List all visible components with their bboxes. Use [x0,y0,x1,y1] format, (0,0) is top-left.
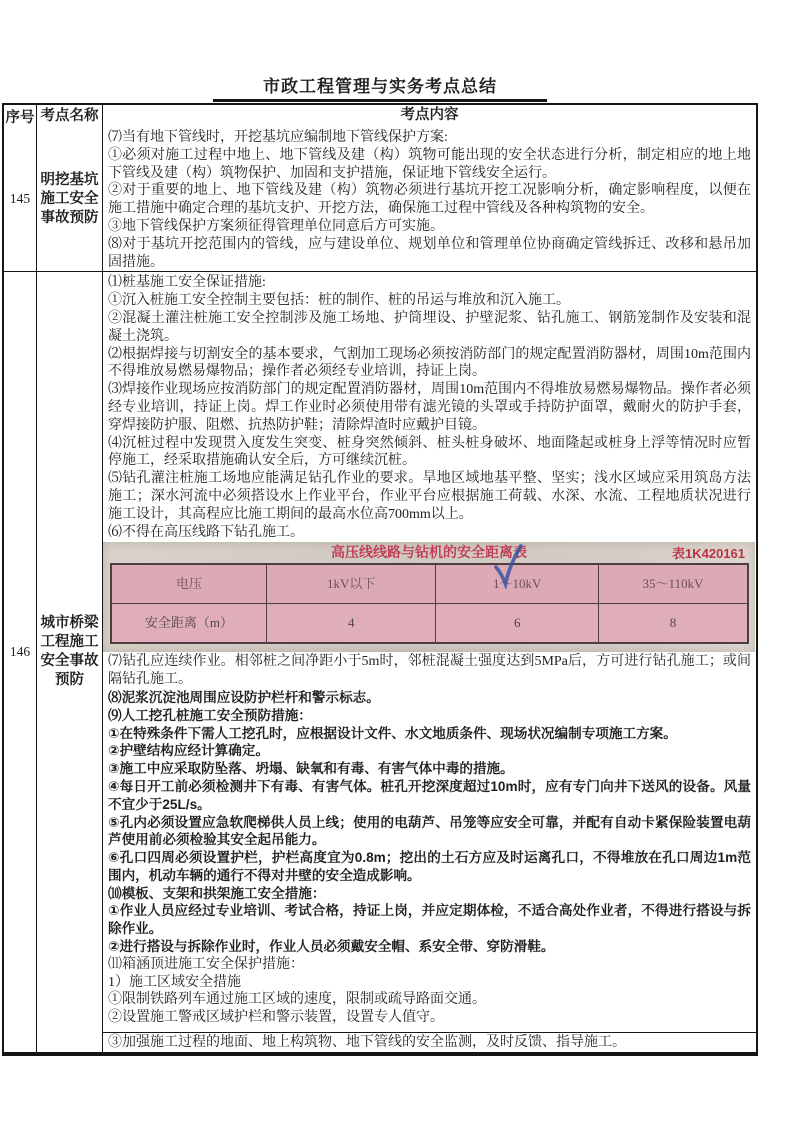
row-name-cell [37,1032,103,1052]
row-content-cell [103,127,756,271]
table-row [4,127,756,271]
content-paragraph: ⑥孔口四周必须设置护栏，护栏高度宜为0.8m；挖出的土石方应及时运离孔口，不得堆放在孔口周边1m范围内，机动车辆的通行不得对井壁的安全造成影响。 [108,850,751,883]
grid-header-1-10kv: 1～10kV [436,565,599,603]
blue-checkmark-icon [491,543,525,589]
content-paragraph: ⑶焊接作业现场应按消防部门的规定配置消防器材，周围10m范围内不得堆放易燃易爆物品。操作者必须经专业培训，持证上岗。焊工作业时必须使用带有滤光镜的头罩或手持防护面罩，戴耐火的防护手套，穿焊接防护服、阻燃、抗热防护鞋；清除焊渣时应戴护目镜。 [108,382,751,433]
distance-grid [110,563,749,644]
document-title [2,72,758,102]
content-paragraph: ⑸钻孔灌注桩施工场地应能满足钻孔作业的要求。旱地区域地基平整、坚实；浅水区域应采用筑岛方法施工；深水河流中必须搭设水上作业平台，作业平台应根据施工荷载、水深、水流、工程地质状况进行施工设计，其高程应比施工期间的最高水位高700mm以上。 [108,471,751,522]
content-paragraph: ①沉入桩施工安全控制主要包括：桩的制作、桩的吊运与堆放和沉入施工。 [108,293,570,309]
content-paragraph: ②混凝土灌注桩施工安全控制涉及施工场地、护筒埋设、护壁泥浆、钻孔施工、钢筋笼制作及安装和混凝土浇筑。 [108,310,751,344]
header-content: 考点内容 [400,107,459,124]
content-paragraph: ④每日开工前必须检测井下有毒、有害气体。桩孔开挖深度超过10m时，应有专门向井下送风的设备。风量不宜少于25L/s。 [108,778,751,812]
header-name: 考点名称 [37,105,103,127]
grid-header-voltage: 电压 [112,565,267,603]
row-content-cell [103,1032,756,1052]
content-paragraph: ⑽模板、支架和拱架施工安全措施： [108,885,326,901]
content-paragraph: ①在特殊条件下需人工挖孔时，应根据设计文件、水文地质条件、现场状况编制专项施工方案。 [108,725,677,741]
content-paragraph: ⑾箱涵顶进施工安全保护措施： [108,956,304,972]
row-name-cell: 明挖基坑施工安全事故预防 [37,127,103,271]
photo-table-title: 高压线线路与钻机的安全距离表 [331,544,527,561]
keypoints-table [2,103,758,1056]
content-paragraph: ②对于重要的地上、地下管线及建（构）筑物必须进行基坑开挖工况影响分析，确定影响程度，以便在施工措施中确定合理的基坑支护、开挖方法，确保施工过程中管线及各种构筑物的安全。 [108,183,751,217]
photo-caption [103,544,755,563]
content-paragraph: 1）施工区域安全措施 [108,974,241,990]
embedded-photo-safety-distance-table [103,542,755,652]
distance-grid-header-row [112,565,747,604]
grid-cell-6: 6 [436,604,599,642]
row-index-cell [4,1032,37,1052]
content-paragraph: ⑤孔内必须设置应急软爬梯供人员上线；使用的电葫芦、吊笼等应安全可靠，并配有自动卡紧保险装置电葫芦使用前必须检验其安全起吊能力。 [108,814,751,848]
content-paragraph: ⑵根据焊接与切割安全的基本要求，气割加工现场必须按消防部门的规定配置消防器材，周围10m范围内不得堆放易燃易爆物品；操作者必须经专业培训，持证上岗。 [108,346,751,380]
table-row [4,1032,756,1052]
content-paragraph: ⑻对于基坑开挖范围内的管线，应与建设单位、规划单位和管理单位协商确定管线拆迁、改移和悬吊加固措施。 [108,236,751,270]
content-paragraph: ③加强施工过程的地面、地上构筑物、地下管线的安全监测，及时反馈、指导施工。 [108,1035,626,1051]
content-paragraph: ②进行搭设与拆除作业时，作业人员必须戴安全帽、系安全带、穿防滑鞋。 [108,939,555,955]
row-index-cell: 146 [4,272,37,1032]
content-paragraph: ⑼人工挖孔桩施工安全预防措施： [108,707,312,723]
row-index-cell: 145 [4,127,37,271]
grid-cell-4: 4 [267,604,437,642]
content-paragraph: ②护壁结构应经计算确定。 [108,743,270,759]
grid-cell-8: 8 [599,604,747,642]
content-paragraph: ③施工中应采取防坠落、坍塌、缺氧和有毒、有害气体中毒的措施。 [108,761,514,777]
content-paragraph: ①作业人员应经过专业培训、考试合格，持证上岗，并应定期体检，不适合高处作业者，不得进行搭设与拆除作业。 [108,903,751,937]
content-paragraph: ⑺钻孔应连续作业。相邻桩之间净距小于5m时，邻桩混凝土强度达到5MPa后，方可进行钻孔施工；或间隔钻孔施工。 [108,654,751,688]
table-header-row [4,105,756,127]
content-paragraph: ①限制铁路列车通过施工区域的速度，限制或疏导路面交通。 [108,992,486,1008]
distance-grid-data-row [112,604,747,642]
grid-header-35-110kv: 35～110kV [599,565,747,603]
table-rows [4,127,756,1052]
content-paragraph: ⑷沉桩过程中发现贯入度发生突变、桩身突然倾斜、桩头桩身破坏、地面隆起或桩身上浮等情况时应暂停施工，经采取措施确认安全后，方可继续沉桩。 [108,435,751,469]
content-paragraph: ②设置施工警戒区域护栏和警示装置，设置专人值守。 [108,1010,444,1026]
table-row [4,271,756,1032]
content-paragraph: ⑺当有地下管线时，开挖基坑应编制地下管线保护方案: [108,130,448,145]
content-paragraph: ⑴桩基施工安全保证措施: [108,275,266,291]
photo-table-reference: 表1K420161 [672,546,745,562]
document-title-text: 市政工程管理与实务考点总结 [213,72,547,102]
row-name-cell: 城市桥梁工程施工安全事故预防 [37,272,103,1032]
content-paragraph: ①必须对施工过程中地上、地下管线及建（构）筑物可能出现的安全状态进行分析，制定相应的地上地下管线及建（构）筑物保护、加固和支护措施，保证地下管线安全运行。 [108,147,751,181]
content-paragraph: ⑻泥浆沉淀池周围应设防护栏杆和警示标志。 [108,689,380,705]
grid-cell-label: 安全距离（m） [112,604,267,642]
header-index: 序号 [4,105,37,127]
content-paragraph: ⑹不得在高压线路下钻孔施工。 [108,524,304,540]
grid-header-1kv: 1kV以下 [267,565,437,603]
content-paragraph: ③地下管线保护方案须征得管理单位同意后方可实施。 [108,218,444,234]
row-content-cell [103,272,756,1032]
